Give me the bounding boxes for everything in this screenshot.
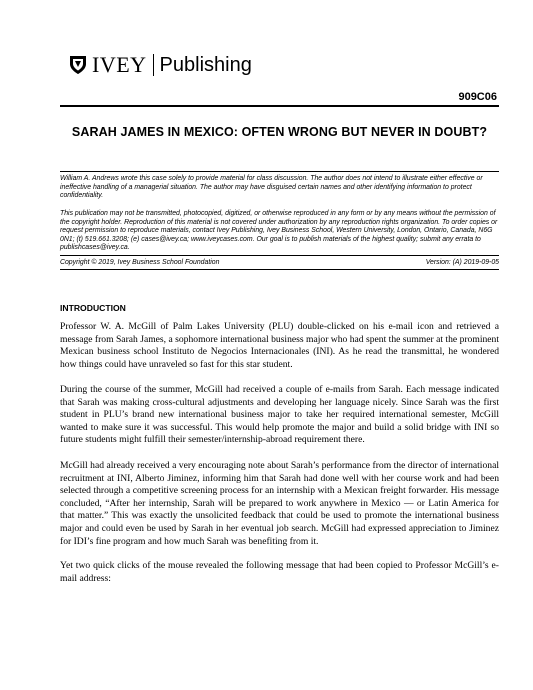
ivey-crest-icon [68,54,88,76]
version-text: Version: (A) 2019-09-05 [425,259,499,266]
logo-brand-text: IVEY [92,52,147,77]
copyright-row [60,259,499,266]
disclaimer-permissions: This publication may not be transmitted, photocopied, digitized, or otherwise reproduced in any form or by any means without the permission of the copyright holder. Reproduction of this material is not covered under authorization by any reproduction rights organization. To order copies or request permission to reproduce materials, contact Ivey Publishing, Ivey Business School, Western University, London, Ontario, Canada, N6G 0N1; (t) 519.661.3208; (e) cases@ivey.ca; www.iveycases.com. Our goal is to publish materials of the highest quality; submit any errata to publishcases@ivey.ca. [60,210,498,252]
disclaimer-bottom-rule [60,269,499,270]
body-paragraph-2: During the course of the summer, McGill had received a couple of e-mails from Sarah. Each message indicated that Sarah was making cross-cultural adjustments and developing her language nicely. Since Sarah was the first student in PLU’s brand new international business major to take her required international semester, McGill wanted to make sure it was successful. This would help promote the major and build a solid bridge with INI so future students might fulfill their semester/internship-abroad requirement there. [60,384,499,446]
case-title: SARAH JAMES IN MEXICO: OFTEN WRONG BUT NEVER IN DOUBT? [71,125,488,139]
logo-publisher-text: Publishing [159,54,252,76]
ivey-publishing-logo [68,52,252,78]
logo-divider [153,54,154,76]
case-number: 909C06 [458,91,497,103]
disclaimer-top-rule [60,171,499,172]
copyright-text: Copyright © 2019, Ivey Business School Foundation [60,259,220,266]
body-paragraph-1: Professor W. A. McGill of Palm Lakes University (PLU) double-clicked on his e-mail icon and retrieved a message from Sarah James, a sophomore international business major who had spent the summer at the prominent Mexican business school Instituto de Negocios Internacionales (INI). As he read the transmittal, he wondered how things could have unraveled so fast for this star student. [60,321,499,370]
body-paragraph-3: McGill had already received a very encouraging note about Sarah’s performance from the director of international recruitment at INI, Alberto Jiminez, informing him that Sarah had done well with her course work and had been selected through a competitive screening process for an internship with a Mexican freight forwarder. His message concluded, “After her internship, Sarah will be prepared to work anywhere in Mexico — or Latin America for that matter.” This was exactly the unsolicited feedback that could be used to promote the international business major and could even be used by Sarah in her eventual job search. McGill had expressed appreciation to Jiminez for IDI’s fine program and how much Sarah was benefiting from it. [60,460,499,547]
header-rule [60,105,499,107]
body-paragraph-4: Yet two quick clicks of the mouse revealed the following message that had been copied to Professor McGill’s e-mail address: [60,560,499,584]
section-heading-introduction: INTRODUCTION [60,303,126,313]
disclaimer-authorship: William A. Andrews wrote this case solely to provide material for class discussion. The author does not intend to illustrate either effective or ineffective handling of a managerial situation. The author may have disguised certain names and other identifying information to protect confidentiality. [60,175,483,200]
disclaimer-mid-rule [60,255,499,256]
